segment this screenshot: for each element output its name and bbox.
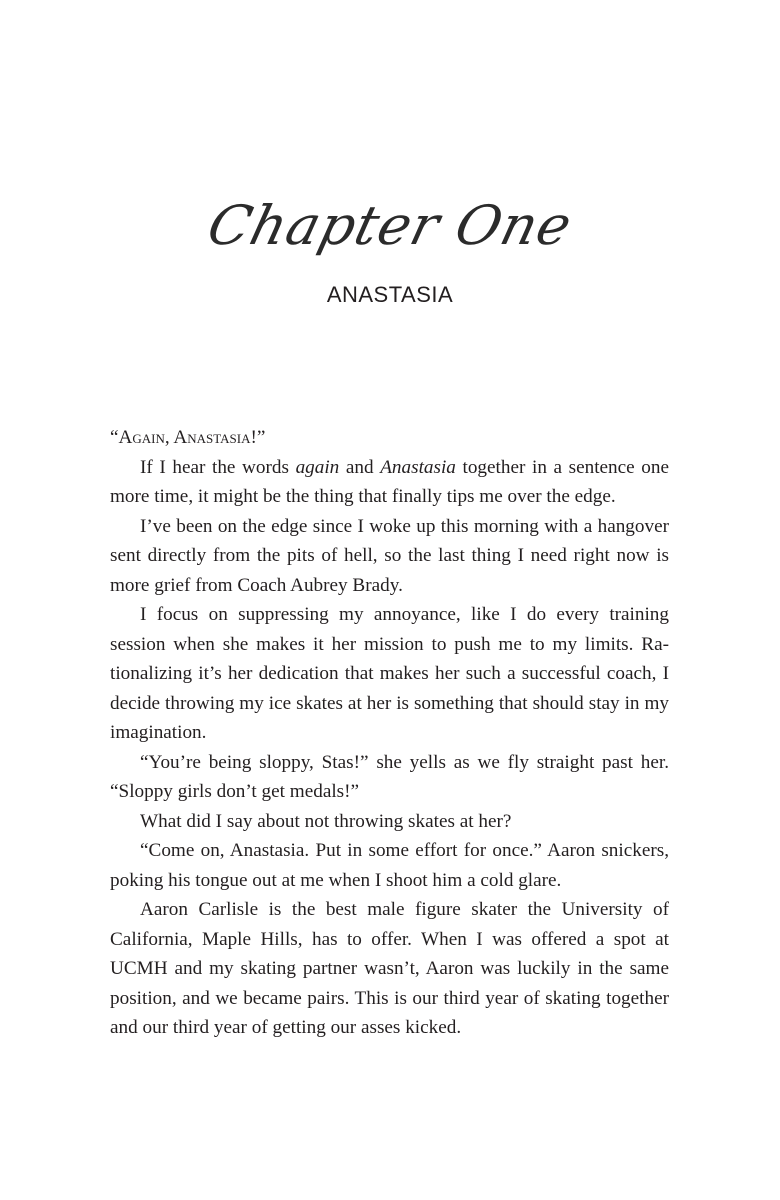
- emphasis-again: again: [295, 456, 340, 478]
- chapter-title: Chapter One: [201, 194, 579, 257]
- emphasis-anastasia: Anastasia: [380, 456, 456, 478]
- opening-line: [110, 423, 669, 453]
- paragraph-1-part-c: together in a sentence one more time, it might be the thing that finally tips me over the edge.: [110, 456, 669, 507]
- paragraph-5: What did I say about not throwing skates at her?: [140, 810, 512, 832]
- paragraph-6: “Come on, Anastasia. Put in some effort for once.” Aaron snickers, poking his tongue out at me when I shoot him a cold glare.: [110, 840, 669, 891]
- opening-line-text: “Again, Anastasia!”: [110, 427, 266, 448]
- paragraph-2: I’ve been on the edge since I woke up this morning with a hangover sent directly from the pits of hell, so the last thing I need right now is more grief from Coach Aubrey Brady.: [110, 515, 669, 596]
- paragraph-7: Aaron Carlisle is the best male figure skater the University of California, Maple Hills, has to offer. When I was offered a spot at UCMH and my skating partner wasn’t, Aaron was luckily in the same position, and we became pairs. This is our third year of skating together and our third year of getting our asses kicked.: [110, 899, 669, 1038]
- paragraph-3: I focus on suppressing my annoyance, like I do every training session when she makes it her mission to push me to my limits. Rationalizing it’s her dedication that makes her such a successful coach, I decide throwing my ice skates at her is something that should stay in my imagination.: [110, 604, 669, 743]
- paragraph-1-part-a: If I hear the words: [140, 456, 296, 478]
- paragraph-1: [110, 453, 669, 512]
- chapter-body: [110, 423, 669, 1043]
- pov-character-name: ANASTASIA: [326, 282, 454, 307]
- paragraph-1-part-b: and: [339, 456, 381, 478]
- paragraph-4: “You’re being sloppy, Stas!” she yells as we fly straight past her. “Sloppy girls don’t get medals!”: [110, 751, 669, 802]
